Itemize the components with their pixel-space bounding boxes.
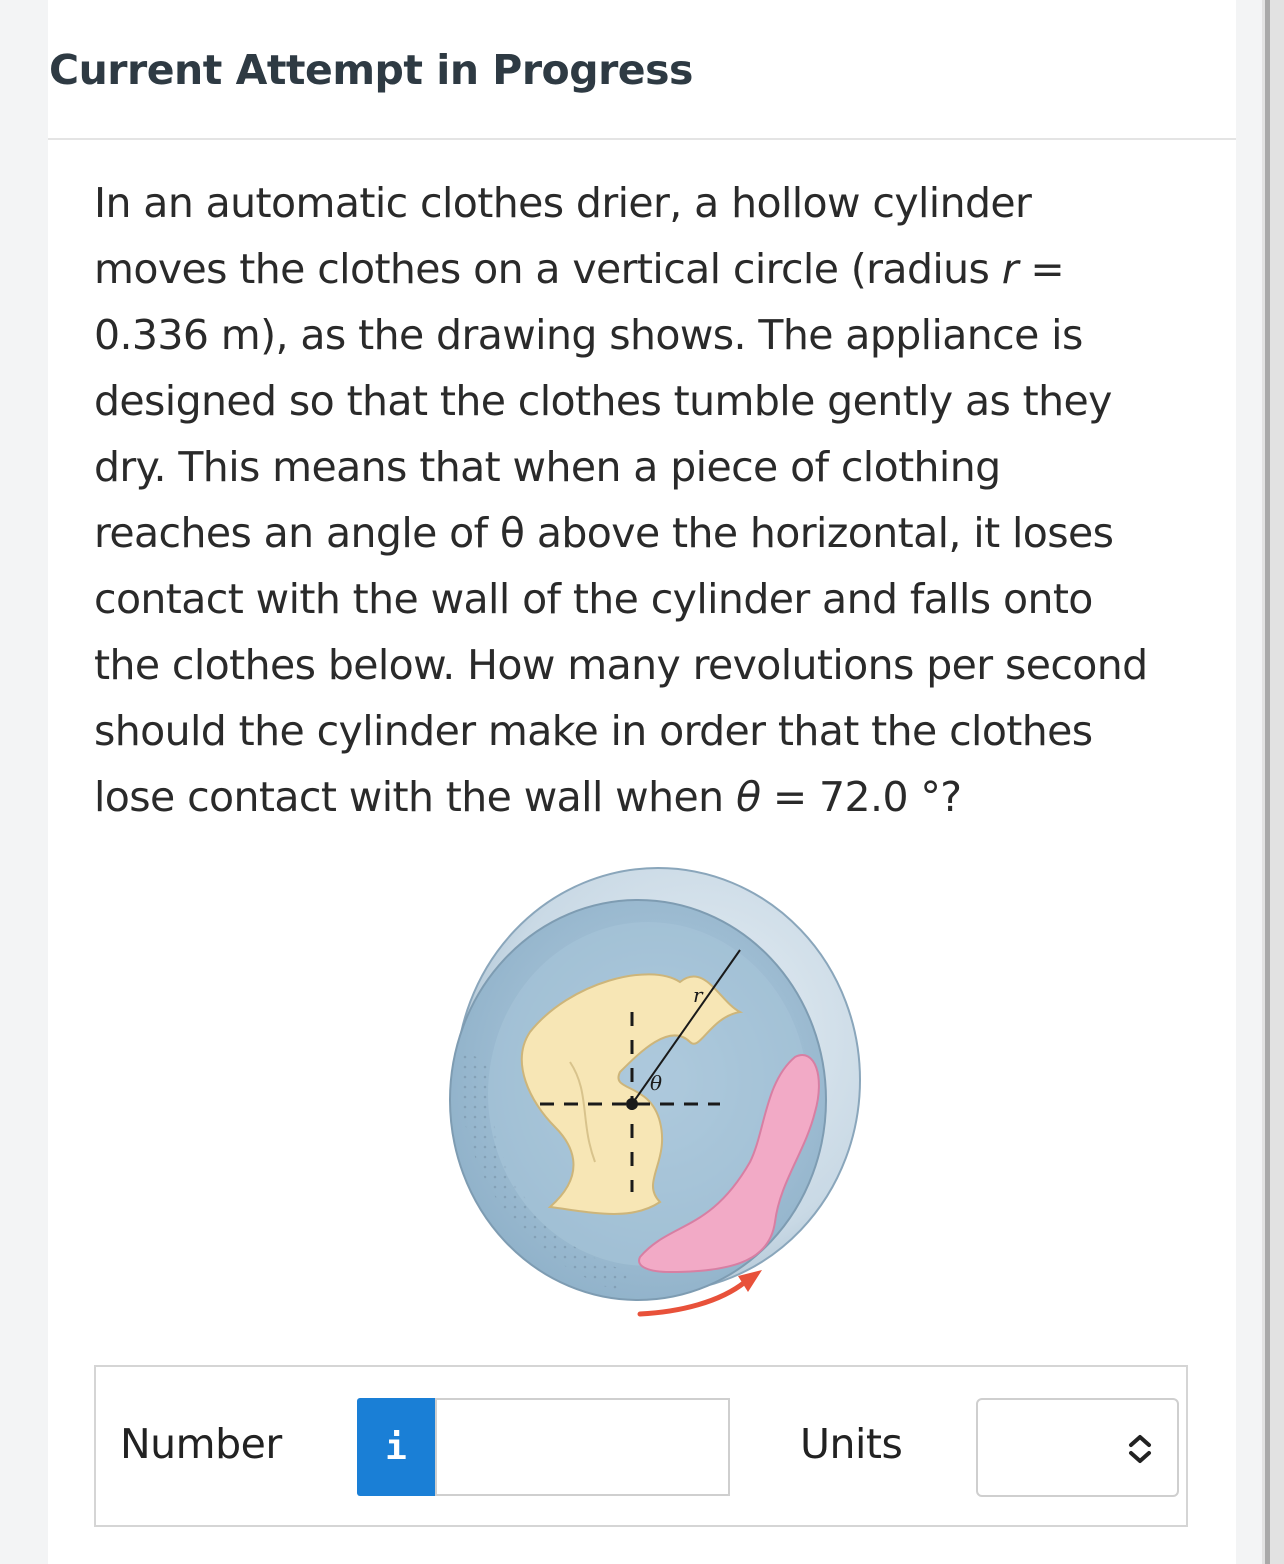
dryer-drum-figure [420,862,880,1332]
page-title: Current Attempt in Progress [49,46,693,94]
question-line: moves the clothes on a vertical circle (radius r = [94,245,1065,293]
question-line: reaches an angle of θ above the horizontal, it loses [94,509,1114,557]
question-line: contact with the wall of the cylinder and falls onto [94,575,1093,623]
number-label: Number [120,1420,282,1468]
units-select[interactable] [976,1398,1179,1497]
chevron-updown-icon [1125,1432,1155,1466]
number-input[interactable] [435,1398,730,1496]
units-label: Units [800,1420,903,1468]
question-line: designed so that the clothes tumble gently as they [94,377,1112,425]
question-line: lose contact with the wall when θ = 72.0 °? [94,773,962,821]
question-line: In an automatic clothes drier, a hollow cylinder [94,179,1032,227]
question-line: should the cylinder make in order that the clothes [94,707,1093,755]
question-line: 0.336 m), as the drawing shows. The appliance is [94,311,1083,359]
scrollbar-thumb[interactable] [1265,0,1270,1564]
header-divider [48,138,1236,140]
info-icon[interactable]: i [357,1398,435,1496]
question-line: the clothes below. How many revolutions per second [94,641,1148,689]
radius-label: r [693,983,703,1007]
question-text [94,170,1204,830]
center-point [626,1098,638,1110]
theta-label: θ [650,1071,663,1095]
question-line: dry. This means that when a piece of clothing [94,443,1001,491]
